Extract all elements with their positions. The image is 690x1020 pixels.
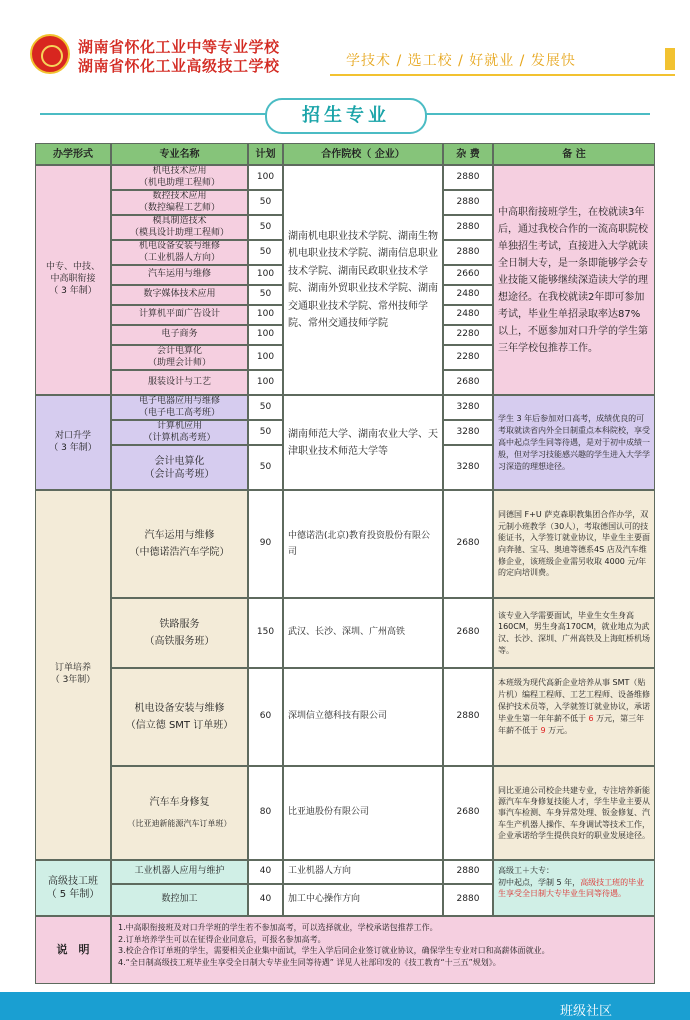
group1-fee: 2680 <box>443 370 493 395</box>
group1-major: 汽车运用与维修 <box>111 265 248 285</box>
group1-plan: 100 <box>248 265 283 285</box>
group4-form: 高级技工班 （ 5 年制） <box>35 860 111 916</box>
group2-partner: 湖南师范大学、湖南农业大学、天津职业技术师范大学等 <box>283 395 443 490</box>
group1-major: 模具制造技术 （模具设计助理工程师） <box>111 215 248 240</box>
group2-fee: 3280 <box>443 395 493 420</box>
group1-major: 数控技术应用 （数控编程工艺师） <box>111 190 248 215</box>
group1-form: 中专、中技、 中高职衔接 （ 3 年制） <box>35 165 111 395</box>
group1-plan: 100 <box>248 345 283 370</box>
group2-plan: 50 <box>248 420 283 445</box>
group3-major: 汽车运用与维修 （中德诺浩汽车学院） <box>111 490 248 598</box>
col-header-fee: 杂 费 <box>443 143 493 165</box>
group3-fee: 2880 <box>443 668 493 766</box>
note-highlight: 6 <box>588 714 594 723</box>
group4-note <box>493 860 655 916</box>
group1-fee: 2480 <box>443 305 493 325</box>
slogan-text: 学技术 / 选工校 / 好就业 / 发展快 <box>346 53 576 69</box>
group3-major: 铁路服务 （高铁服务班） <box>111 598 248 668</box>
group2-major: 电子电器应用与维修 （电子电工高考班） <box>111 395 248 420</box>
group1-fee: 2880 <box>443 190 493 215</box>
group1-fee: 2880 <box>443 165 493 190</box>
group3-form: 订单培养 （ 3年制） <box>35 490 111 860</box>
group1-major: 机电设备安装与维修 （工业机器人方向） <box>111 240 248 265</box>
group3-plan: 90 <box>248 490 283 598</box>
group3-note: 同比亚迪公司校企共建专业，专注培养新能源汽车车身修复技能人才，学生毕业主要从事汽车检测、车身异常处理、钣金修复、汽车生产机器人操作、车身调试等技术工作，企业承诺给学生提供良好的职业发展途径。 <box>493 766 655 860</box>
group1-plan: 50 <box>248 285 283 305</box>
group1-plan: 100 <box>248 165 283 190</box>
school-logo-icon <box>30 34 70 74</box>
school-name-line2: 湖南省怀化工业高级技工学校 <box>78 57 280 75</box>
group1-note: 中高职衔接班学生，在校就读3年后，通过我校合作的一流高职院校单独招生考试，直接进入大学就读全日制大专，是一条即能够学会专业技能又能够继续深造读大学的理想途径。在我校就读2年即可参加考试，毕业生单招录取率达87%以上，不愿参加对口升学的学生第三年学校包推荐工作。 <box>493 165 655 395</box>
col-header-partner: 合作院校（ 企业） <box>283 143 443 165</box>
group2-major: 计算机应用 （计算机高考班） <box>111 420 248 445</box>
group1-fee: 2880 <box>443 240 493 265</box>
school-name-line1: 湖南省怀化工业中等专业学校 <box>78 38 280 56</box>
group3-major: 机电设备安装与维修 （信立德 SMT 订单班） <box>111 668 248 766</box>
group1-fee: 2280 <box>443 325 493 345</box>
group1-plan: 100 <box>248 325 283 345</box>
group3-fee: 2680 <box>443 598 493 668</box>
group4-fee: 2880 <box>443 860 493 884</box>
group1-plan: 50 <box>248 190 283 215</box>
group1-plan: 50 <box>248 215 283 240</box>
note-text: 本班级为现代高新企业培养从事 SMT（贴片机）编程工程师、工艺工程师、设备维修保护技术员等，入学就签订就业协议，承诺毕业生第一年年薪不低于 <box>498 678 650 723</box>
group2-note: 学生 3 年后参加对口高考，成绩优良的可考取就读省内外全日制重点本科院校，享受高中起点学生同等待遇，是对于初中成绩一般，但对学习技能感兴趣的学生进入大学学习深造的理想途径。 <box>493 395 655 490</box>
group3-partner: 深圳信立德科技有限公司 <box>283 668 443 766</box>
explain-line: 1.中高职衔接班及对口升学班的学生若不参加高考，可以选择就业，学校承诺包推荐工作。 <box>118 923 438 932</box>
group2-fee: 3280 <box>443 445 493 490</box>
explain-content <box>111 916 655 984</box>
group3-partner: 比亚迪股份有限公司 <box>283 766 443 860</box>
col-header-note: 备 注 <box>493 143 655 165</box>
group3-partner: 武汉、长沙、深圳、广州高铁 <box>283 598 443 668</box>
group1-plan: 50 <box>248 240 283 265</box>
group1-plan: 100 <box>248 305 283 325</box>
group1-major: 计算机平面广告设计 <box>111 305 248 325</box>
group3-fee: 2680 <box>443 490 493 598</box>
group3-note: 同德国 F+U 萨克森职教集团合作办学，双元制小班教学（30人），考取德国认可的技能证书，入学签订就业协议，毕业生主要面向奔驰、宝马、奥迪等德系4S 店及汽车维修企业，该班级企业需另收取 4000 元/年的定向培训费。 <box>493 490 655 598</box>
group3-plan: 80 <box>248 766 283 860</box>
group3-plan: 150 <box>248 598 283 668</box>
group1-partner: 湖南机电职业技术学院、湖南生物机电职业技术学院、湖南信息职业技术学院、湖南民政职业技术学院、湖南外贸职业技术学院、湖南交通职业技术学院、常州技师学院、常州交通技师学院 <box>283 165 443 395</box>
slogan-bar <box>330 44 675 76</box>
group3-note: 该专业入学需要面试，毕业生女生身高 160CM，男生身高170CM，就业地点为武汉、长沙、深圳、广州高铁及上海虹桥机场等。 <box>493 598 655 668</box>
note-text: 高级工＋大专： 初中起点，学制 5 年， <box>498 866 581 887</box>
page-header <box>0 0 690 92</box>
group4-plan: 40 <box>248 860 283 884</box>
page-title: 招生专业 <box>265 98 427 134</box>
group1-major: 电子商务 <box>111 325 248 345</box>
group4-plan: 40 <box>248 884 283 916</box>
explain-line: 2.订单培养学生可以在征得企业同意后，可报名参加高考。 <box>118 934 326 944</box>
group1-fee: 2880 <box>443 215 493 240</box>
col-header-major: 专业名称 <box>111 143 248 165</box>
group1-fee: 2280 <box>443 345 493 370</box>
group2-major: 会计电算化 （会计高考班） <box>111 445 248 490</box>
group2-fee: 3280 <box>443 420 493 445</box>
group3-partner: 中德诺浩(北京)教育投资股份有限公司 <box>283 490 443 598</box>
group2-plan: 50 <box>248 395 283 420</box>
major-subname: （比亚迪新能源汽车订单班） <box>127 819 232 829</box>
note-highlight: 9 <box>540 726 546 735</box>
group1-major: 数字媒体技术应用 <box>111 285 248 305</box>
group4-major: 数控加工 <box>111 884 248 916</box>
note-text: 万元。 <box>545 726 573 735</box>
major-name: 汽车车身修复 <box>149 797 210 809</box>
group4-major: 工业机器人应用与维护 <box>111 860 248 884</box>
group1-major: 会计电算化 （助理会计师） <box>111 345 248 370</box>
watermark-text: 班级社区 <box>560 1004 613 1019</box>
col-header-plan: 计划 <box>248 143 283 165</box>
group3-plan: 60 <box>248 668 283 766</box>
note-text: 万元，第三年年薪不低于 <box>498 714 645 735</box>
explain-line: 4.“全日制高级技工班毕业生享受全日制大专毕业生同等待遇” 详见人社部印发的《技工教育“十三五”规划》。 <box>118 957 501 967</box>
explain-line: 3.校企合作订单班的学生，需要相关企业集中面试，学生入学后同企业签订就业协议，确保学生专业对口和高薪体面就业。 <box>118 946 550 956</box>
group1-fee: 2660 <box>443 265 493 285</box>
group3-note <box>493 668 655 766</box>
group4-partner: 工业机器人方向 <box>283 860 443 884</box>
group3-major <box>111 766 248 860</box>
group4-partner: 加工中心操作方向 <box>283 884 443 916</box>
group1-plan: 100 <box>248 370 283 395</box>
note-highlight: 高级技工班的毕业生享受全日制大专毕业生同等待遇。 <box>498 877 645 899</box>
group4-fee: 2880 <box>443 884 493 916</box>
group1-major: 服装设计与工艺 <box>111 370 248 395</box>
group2-form: 对口升学 （ 3 年制） <box>35 395 111 490</box>
group2-plan: 50 <box>248 445 283 490</box>
col-header-form: 办学形式 <box>35 143 111 165</box>
group1-major: 机电技术应用 （机电助理工程师） <box>111 165 248 190</box>
group1-fee: 2480 <box>443 285 493 305</box>
explain-label: 说 明 <box>35 916 111 984</box>
group3-fee: 2680 <box>443 766 493 860</box>
